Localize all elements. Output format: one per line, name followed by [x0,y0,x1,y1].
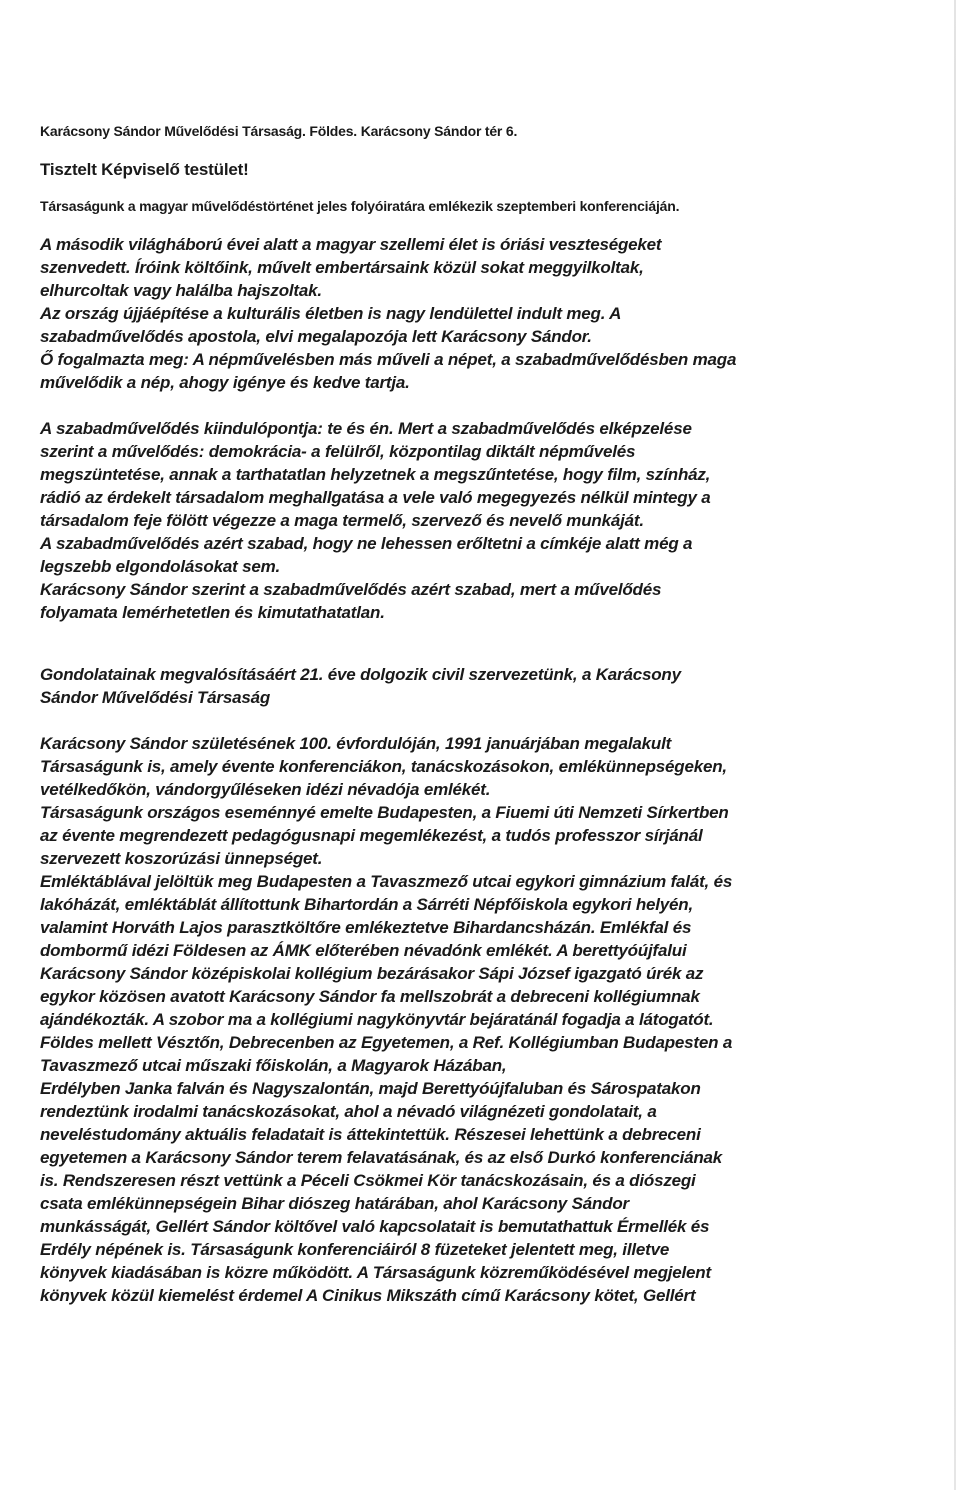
para2-line-5: társadalom feje fölött végezze a maga termelő, szervező és nevelő munkáját. [40,511,644,530]
para4-line-13: ajándékozták. A szobor ma a kollégiumi nagykönyvtár bejáratánál fogadja a látogatót. [40,1010,714,1029]
para4-line-11: Karácsony Sándor középiskolai kollégium bezárásakor Sápi József igazgató úrék az [40,964,704,983]
para4-line-7: Emléktáblával jelöltük meg Budapesten a Tavaszmező utcai egykori gimnázium falát, és [40,872,733,891]
para2-line-3: megszüntetése, annak a tarthatatlan helyzetnek a megszűntetése, hogy film, színház, [40,465,711,484]
intro-line: Társaságunk a magyar művelődéstörténet jeles folyóiratára emlékezik szeptemberi konferenciáján. [40,198,680,214]
para1-line-2: szenvedett. Íróink költőink, művelt embertársaink közül sokat meggyilkoltak, [40,258,644,277]
para4-line-6: szervezett koszorúzási ünnepséget. [40,849,323,868]
scan-edge-shadow [954,0,956,1490]
para2-line-6: A szabadművelődés azért szabad, hogy ne lehessen erőltetni a címkéje alatt még a [40,534,693,553]
para4-line-21: csata emlékünnepségein Bihar diószeg határában, ahol Karácsony Sándor [40,1194,629,1213]
para4-line-9: valamint Horváth Lajos parasztköltőre emlékeztetve Bihardancsházán. Emlékfal és [40,918,692,937]
para4-line-3: vetélkedőkön, vándorgyűléseken idézi névadója emlékét. [40,780,491,799]
para4-line-18: neveléstudomány aktuális feladatait is áttekintettük. Részesei lehettünk a debreceni [40,1125,701,1144]
para4-line-14: Földes mellett Vésztőn, Debrecenben az Egyetemen, a Ref. Kollégiumban Budapesten a [40,1033,733,1052]
para3-line-1: Gondolatainak megvalósításáért 21. éve dolgozik civil szervezetünk, a Karácsony [40,665,681,684]
para4-line-19: egyetemen a Karácsony Sándor terem felavatásának, és az első Durkó konferenciának [40,1148,723,1167]
para2-line-1: A szabadművelődés kiindulópontja: te és én. Mert a szabadművelődés elképzelése [40,419,692,438]
para2-line-8: Karácsony Sándor szerint a szabadművelődés azért szabad, mert a művelődés [40,580,662,599]
para4-line-16: Erdélyben Janka falván és Nagyszalontán, majd Berettyóújfaluban és Sárospatakon [40,1079,701,1098]
para4-line-2: Társaságunk is, amely évente konferenciákon, tanácskozásokon, emlékünnepségeken, [40,757,727,776]
para4-line-23: Erdély népének is. Társaságunk konferenciáiról 8 füzeteket jelentett meg, illetve [40,1240,670,1259]
para4-line-17: rendeztünk irodalmi tanácskozásokat, ahol a névadó világnézeti gondolatait, a [40,1102,657,1121]
para1-line-1: A második világháború évei alatt a magyar szellemi élet is óriási veszteségeket [40,235,662,254]
para1-line-3: elhurcoltak vagy halálba hajszoltak. [40,281,322,300]
para4-line-1: Karácsony Sándor születésének 100. évfordulóján, 1991 januárjában megalakult [40,734,672,753]
salutation: Tisztelt Képviselő testület! [40,160,249,179]
para4-line-24: könyvek kiadásában is közre működött. A Társaságunk közreműködésével megjelent [40,1263,711,1282]
para1-line-6: Ő fogalmazta meg: A népművelésben más műveli a népet, a szabadművelődésben maga [40,350,737,369]
para4-line-25: könyvek közül kiemelést érdemel A Cinikus Mikszáth című Karácsony kötet, Gellért [40,1286,696,1305]
para3-line-2: Sándor Művelődési Társaság [40,688,271,707]
para4-line-22: munkásságát, Gellért Sándor költővel való kapcsolatait is bemutathattuk Érmellék és [40,1217,710,1236]
para4-line-20: is. Rendszeresen részt vettünk a Péceli Csökmei Kör tanácskozásain, és a diószegi [40,1171,696,1190]
document-header: Karácsony Sándor Művelődési Társaság. Földes. Karácsony Sándor tér 6. [40,123,518,139]
para1-line-5: szabadművelődés apostola, elvi megalapozója lett Karácsony Sándor. [40,327,592,346]
para4-line-4: Társaságunk országos eseménnyé emelte Budapesten, a Fiuemi úti Nemzeti Sírkertben [40,803,729,822]
para2-line-2: szerint a művelődés: demokrácia- a felülről, központilag diktált népművelés [40,442,636,461]
para4-line-8: lakóházát, emléktáblát állítottunk Bihartordán a Sárréti Népfőiskola egykori helyén, [40,895,693,914]
para2-line-7: legszebb elgondolásokat sem. [40,557,281,576]
para2-line-4: rádió az érdekelt társadalom meghallgatása a vele való megegyezés nélkül mintegy a [40,488,711,507]
para2-line-9: folyamata lemérhetetlen és kimutathatatlan. [40,603,385,622]
para4-line-12: egykor közösen avatott Karácsony Sándor fa mellszobrát a debreceni kollégiumnak [40,987,700,1006]
para4-line-10: dombormű idézi Földesen az ÁMK előterében névadónk emlékét. A berettyóújfalui [40,941,687,960]
para4-line-15: Tavaszmező utcai műszaki főiskolán, a Magyarok Házában, [40,1056,507,1075]
para1-line-7: művelődik a nép, ahogy igénye és kedve tartja. [40,373,410,392]
para1-line-4: Az ország újjáépítése a kulturális életben is nagy lendülettel indult meg. A [40,304,622,323]
para4-line-5: az évente megrendezett pedagógusnapi megemlékezést, a tudós professzor sírjánál [40,826,703,845]
